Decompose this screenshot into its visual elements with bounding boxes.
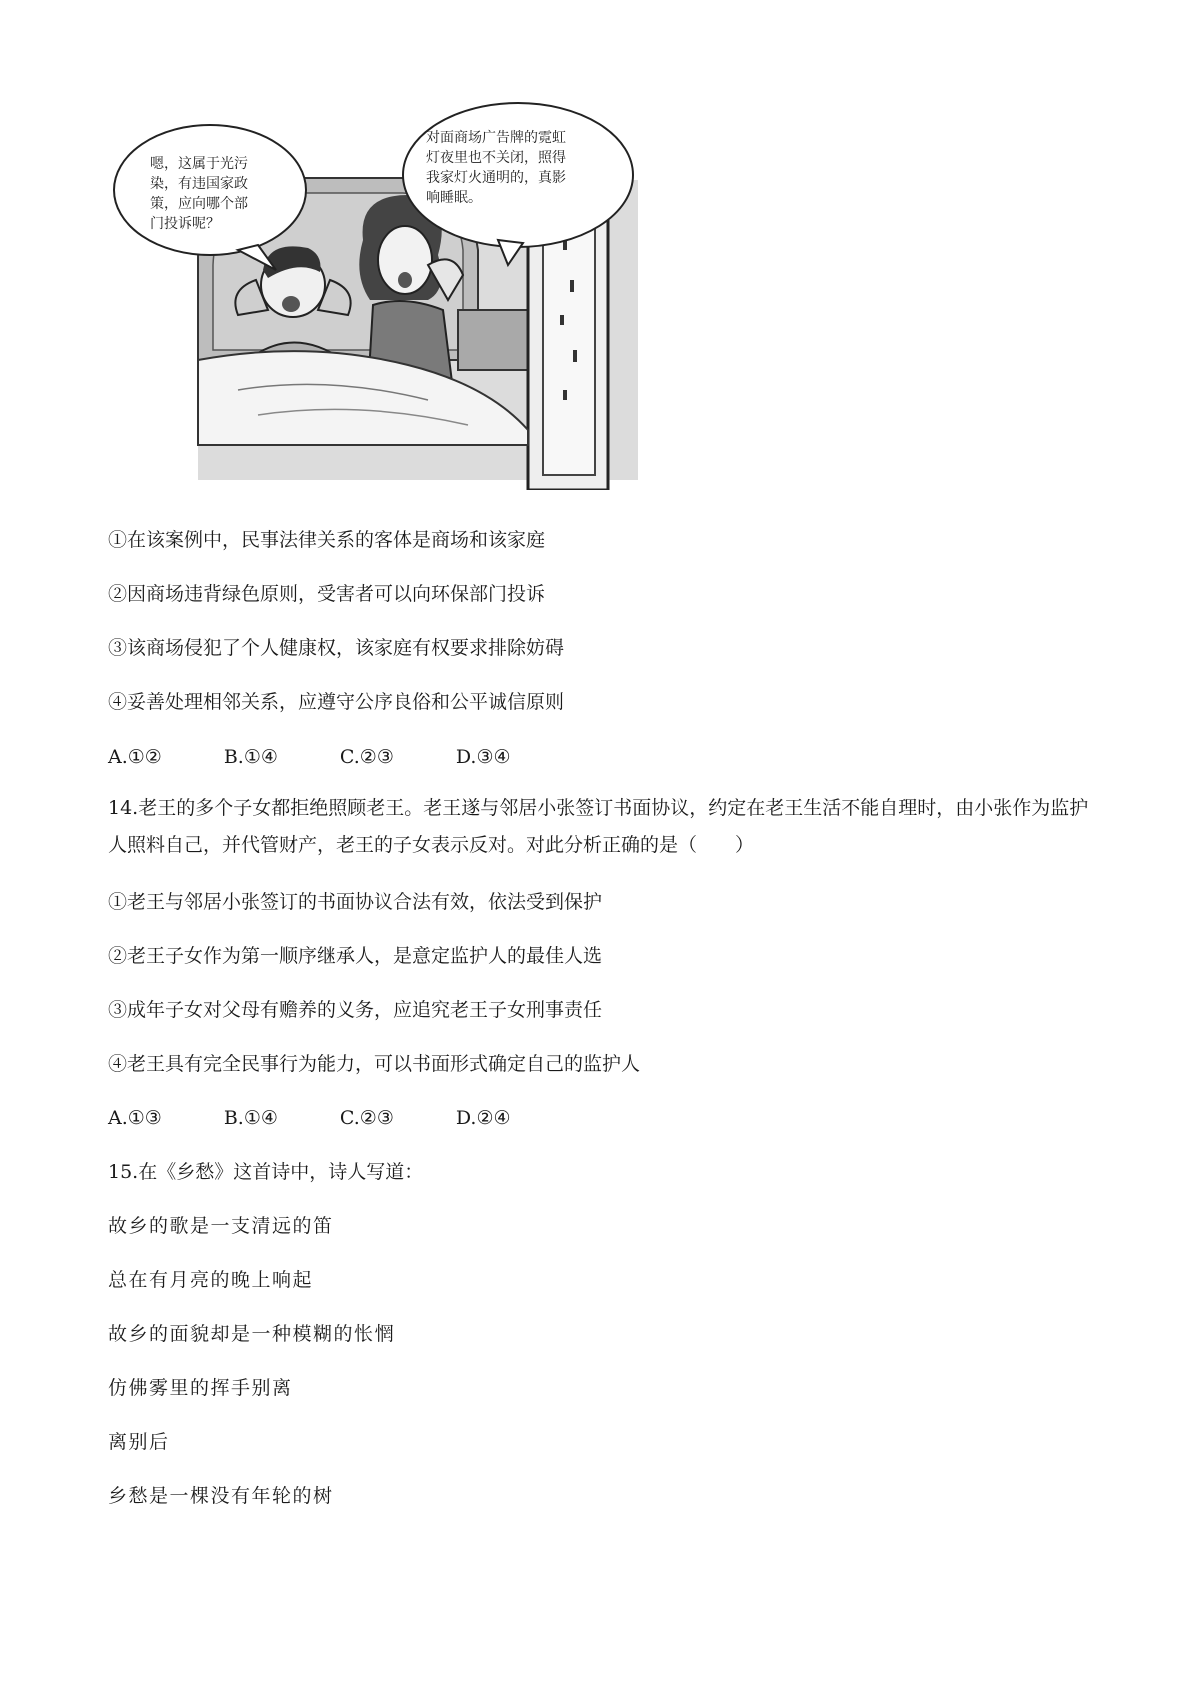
q13-option-a: A.①② (108, 746, 162, 768)
left-bubble-line-3: 策，应向哪个部 (150, 196, 248, 212)
right-bubble-line-1: 对面商场广告牌的霓虹 (426, 130, 566, 146)
q14-statement-3: ③成年子女对父母有赡养的义务，应追究老王子女刑事责任 (108, 999, 603, 1021)
q14-option-d: D.②④ (455, 1107, 511, 1129)
q15-stem: 15.在《乡愁》这首诗中，诗人写道： (108, 1161, 424, 1183)
q14-statement-4: ④老王具有完全民事行为能力，可以书面形式确定自己的监护人 (108, 1053, 641, 1075)
cartoon-illustration (108, 100, 690, 490)
poem-line-6: 乡愁是一棵没有年轮的树 (108, 1485, 334, 1507)
right-bubble-line-4: 响睡眠。 (426, 190, 482, 206)
q13-statement-3: ③该商场侵犯了个人健康权，该家庭有权要求排除妨碍 (108, 637, 565, 659)
q13-option-b: B.①④ (223, 746, 278, 768)
right-bubble-line-2: 灯夜里也不关闭，照得 (426, 150, 566, 166)
left-bubble-line-1: 嗯，这属于光污 (150, 156, 248, 172)
q14-stem: 14.老王的多个子女都拒绝照顾老王。老王遂与邻居小张签订书面协议，约定在老王生活不能自理时，由小张作为监护人照料自己，并代管财产，老王的子女表示反对。对此分析正确的是（ ） (108, 797, 1089, 856)
poem-line-5: 离别后 (108, 1431, 170, 1453)
q14-options (108, 1106, 573, 1130)
poem-line-1: 故乡的歌是一支清远的笛 (108, 1215, 334, 1237)
poem-line-3: 故乡的面貌却是一种模糊的怅惘 (108, 1323, 396, 1345)
q14-statement-2: ②老王子女作为第一顺序继承人，是意定监护人的最佳人选 (108, 945, 603, 967)
q13-statement-2: ②因商场违背绿色原则，受害者可以向环保部门投诉 (108, 583, 546, 605)
poem-line-4: 仿佛雾里的挥手别离 (108, 1377, 293, 1399)
left-bubble-line-2: 染，有违国家政 (150, 176, 248, 192)
q14-option-c: C.②③ (339, 1107, 394, 1129)
q14-option-b: B.①④ (223, 1107, 278, 1129)
q13-option-d: D.③④ (455, 746, 511, 768)
q13-options (108, 745, 573, 769)
q13-statement-4: ④妥善处理相邻关系，应遵守公序良俗和公平诚信原则 (108, 691, 565, 713)
poem-line-2: 总在有月亮的晚上响起 (108, 1269, 314, 1291)
right-bubble-line-3: 我家灯火通明的，真影 (426, 170, 566, 186)
q13-statement-1: ①在该案例中，民事法律关系的客体是商场和该家庭 (108, 529, 546, 551)
q14-option-a: A.①③ (108, 1107, 162, 1129)
left-bubble-line-4: 门投诉呢？ (150, 216, 220, 232)
q13-option-c: C.②③ (339, 746, 394, 768)
q14-statement-1: ①老王与邻居小张签订的书面协议合法有效，依法受到保护 (108, 891, 603, 913)
